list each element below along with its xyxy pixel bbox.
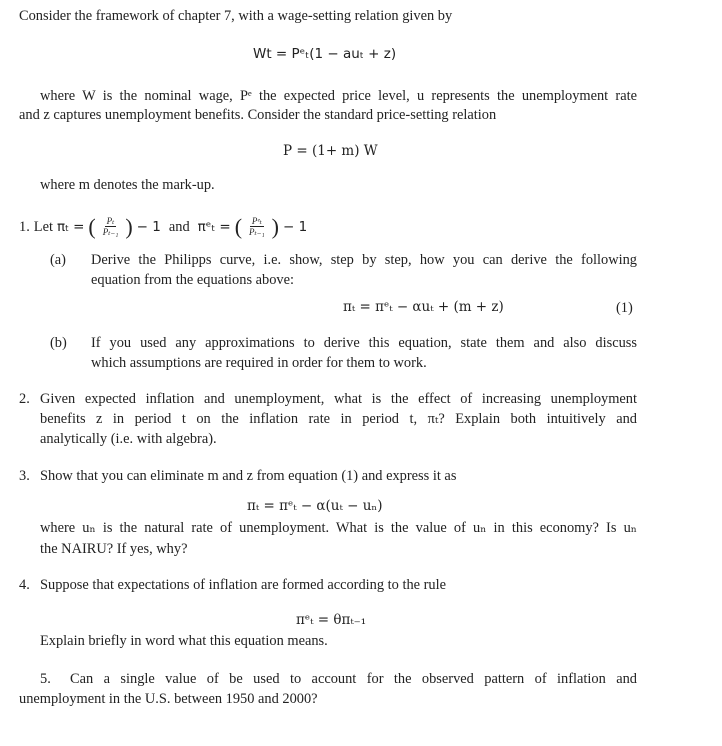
question-4-line-2: Explain briefly in word what this equation means. — [40, 633, 328, 649]
intro-line: Consider the framework of chapter 7, with a wage-setting relation given by — [19, 8, 453, 24]
question-2-line-1: Given expected inflation and unemployment, what is the effect of increasing unemployment — [40, 391, 637, 407]
wage-setting-equation: Wt = Pᵉₜ(1 − auₜ + z) — [253, 46, 397, 62]
phillips-curve-equation: πₜ = πᵉₜ − αuₜ + (m + z) — [343, 299, 504, 315]
and-text: and — [168, 218, 190, 235]
subquestion-a-label: (a) — [50, 252, 66, 268]
question-number: 3. — [19, 468, 30, 484]
price-setting-equation: P = (1+ m) W — [283, 143, 378, 159]
question-3-line-3: the NAIRU? If yes, why? — [40, 541, 188, 557]
question-number: 4. — [19, 577, 30, 593]
wage-description-line-1: where W is the nominal wage, Pᵉ the expected price level, u represents the unemployment rate — [40, 88, 637, 104]
question-3-line-2: where uₙ is the natural rate of unemployment. What is the value of uₙ in this economy? Is uₙ — [40, 520, 637, 536]
question-4-line-1: Suppose that expectations of inflation are formed according to the rule — [40, 577, 447, 593]
question-number: 5. — [40, 671, 51, 687]
subquestion-b-label: (b) — [50, 335, 67, 351]
nairu-equation: πₜ = πᵉₜ − α(uₜ − uₙ) — [247, 498, 383, 514]
question-2-line-2: benefits z in period t on the inflation rate in period t, πₜ? Explain both intuitively and — [40, 411, 637, 427]
subquestion-b-line-2: which assumptions are required in order for them to work. — [91, 355, 427, 371]
let-text: Let — [33, 218, 53, 235]
expected-inflation-symbol: πᵉₜ — [197, 218, 216, 235]
question-number: 2. — [19, 391, 30, 407]
subquestion-a-line-2: equation from the equations above: — [91, 272, 295, 288]
question-number: 1. — [19, 218, 30, 235]
expected-price-ratio-fraction: $\frac{\text{Pᵉₜ}}{\text{Pₜ₋₁}}$ — [249, 216, 265, 237]
inflation-symbol: πₜ — [56, 218, 70, 235]
question-5-line-1: Can a single value of be used to account for the observed pattern of inflation and — [70, 671, 637, 687]
equation-number-tag: (1) — [616, 300, 633, 316]
subquestion-a-line-1: Derive the Philipps curve, i.e. show, step by step, how you can derive the following — [91, 252, 637, 268]
question-5-line-2: unemployment in the U.S. between 1950 and 2000? — [19, 691, 318, 707]
wage-description-line-2: and z captures unemployment benefits. Consider the standard price-setting relation — [19, 107, 497, 123]
subquestion-b-line-1: If you used any approximations to derive this equation, state them and also discuss — [91, 335, 637, 351]
markup-description: where m denotes the mark-up. — [40, 177, 215, 193]
question-3-line-1: Show that you can eliminate m and z from equation (1) and express it as — [40, 468, 457, 484]
expectations-rule-equation: πᵉₜ = θπₜ₋₁ — [296, 612, 367, 628]
question-2-line-3: analytically (i.e. with algebra). — [40, 431, 217, 447]
price-ratio-fraction: $\frac{\text{Pₜ}}{\text{Pₜ₋₁}}$ — [102, 216, 119, 237]
question-1-definitions: 1. Let πₜ = ( $\frac{\text{Pₜ}}{\text{Pₜ₋₁}}$ ) − 1 and πᵉₜ = ( $\frac{\text{Pᵉₜ}}{\text{Pₜ₋₁}}$ ) − 1 — [19, 213, 308, 239]
